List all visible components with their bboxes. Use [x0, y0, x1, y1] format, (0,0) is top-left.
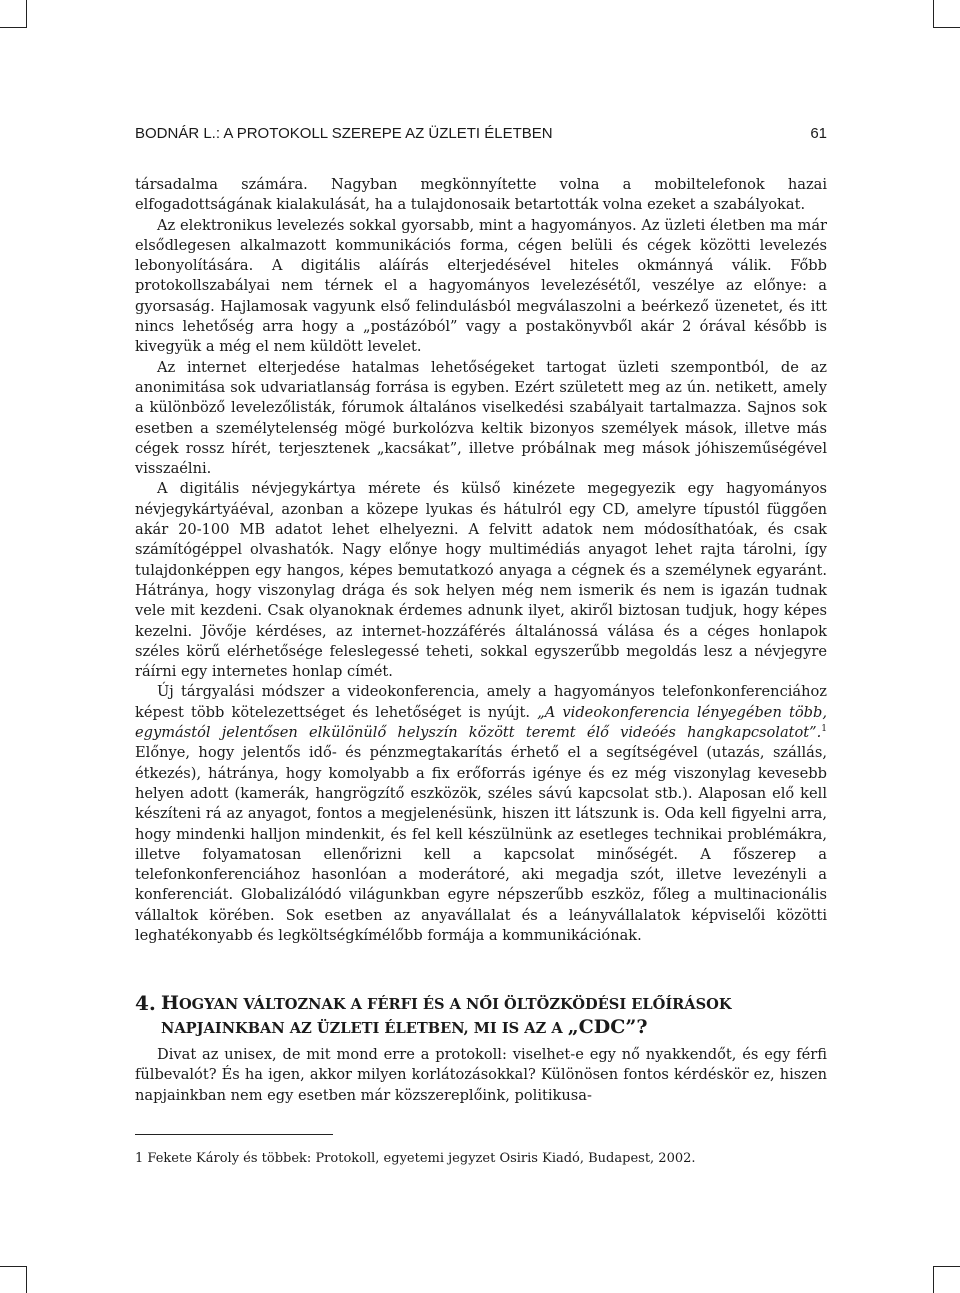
- crop-mark-bottom-left: [26, 1266, 27, 1293]
- paragraph: A digitális névjegykártya mérete és külső kinézete megegyezik egy hagyományos névjegykártyáéval, azonban a közepe lyukas és hátulról egy CD, amelyre típustól függően akár 20-100 MB adatot lehet elhelyezni. A felvitt adatok nem módosíthatóak, és csak számítógéppel olvashatók. Nagy előnye hogy multimédiás anyagot lehet rajta tárolni, így tulajdonképpen egy hangos, képes bemutatkozó anyaga a cégnek és a személynek egyaránt. Hátránya, hogy viszonylag drága és sok helyen még nem ismerik és nem is igazán tudnak vele mit kezdeni. Csak olyanoknak érdemes adnunk ilyet, akiről biztosan tudjuk, hogy képes kezelni. Jövője kérdéses, az internet-hozzáférés általánossá válása és a céges honlapok széles körű elérhetősége feleslegessé teheti, sokkal egyszerűbb megoldás lesz a névjegyre ráírni egy internetes honlap címét.: [135, 480, 827, 681]
- title-initial: H: [161, 992, 179, 1014]
- paragraph: társadalma számára. Nagyban megkönnyítette volna a mobiltelefonok hazai elfogadottságának kialakulását, ha a tulajdonosaik betartották volna ezeket a szabályokat.: [135, 176, 827, 214]
- section-heading: [135, 992, 827, 1040]
- paragraph: Az elektronikus levelezés sokkal gyorsabb, mint a hagyományos. Az üzleti életben ma már elsődlegesen alkalmazott kommunikációs forma, cégen belüli és cégek közötti levelezés lebonyolítására. A digitális aláírás elterjedésével hiteles okmánnyá válik. Főbb protokollszabályai nem térnek el a hagyományos levelezésétől, veszélye az előnye: a gyorsaság. Hajlamosak vagyunk első felindulásból megválaszolni a beérkező üzenetet, és itt nincs lehetőség arra hogy a „postázóból” vagy a postakönyvből akár 2 órával később is kivegyük a még el nem küldött levelet.: [135, 216, 827, 356]
- footnote-separator: [135, 1134, 333, 1135]
- crop-mark-top-right: [933, 27, 960, 28]
- paragraph: Az internet elterjedése hatalmas lehetőségeket tartogat üzleti szempontból, de az anonimitása sok udvariatlanság forrása is egyben. Ezért született meg az ún. netikett, amely a különböző levelezőlisták, fórumok általános viselkedési szabályait tartalmazza. Sajnos sok esetben a személytelenség mögé burkolózva keltik bizonyos személyek mások, illetve más cégek rossz hírét, terjesztenek „kacsákat”, illetve próbálnak meg mások jóhiszeműségével visszaélni.: [135, 358, 827, 478]
- footnote-reference: 1: [821, 724, 827, 735]
- crop-mark-bottom-left: [0, 1266, 27, 1267]
- crop-mark-top-left: [26, 0, 27, 28]
- running-header: [135, 124, 827, 144]
- section-number: 4.: [135, 991, 156, 1015]
- quotation: „A videokonferencia lényegében több, egymástól jelentősen elkülönülő helyszín között teremt élő videóés hangkapcsolatot”.: [135, 703, 827, 742]
- page-number: 61: [810, 125, 827, 142]
- footnote: 1 Fekete Károly és többek: Protokoll, egyetemi jegyzet Osiris Kiadó, Budapest, 2002.: [135, 1151, 696, 1166]
- paragraph-text: Új tárgyalási módszer a videokonferencia, amely a hagyományos telefonkonferenciához képest több kötelezettséget és lehetőséget is nyújt.: [135, 683, 827, 721]
- crop-mark-bottom-right: [933, 1266, 934, 1293]
- paragraph-text: Előnye, hogy jelentős idő- és pénzmegtakarítás érhető el a segítségével (utazás, szállás, étkezés), hátránya, hogy komolyabb a fix erőforrás igénye és ez még viszonylag kevesebb helyen adott (kamerák, hangrögzítő eszközök, széles sávú kapcsolat stb.). Alaposan elő kell készíteni rá az anyagot, fontos a megjelenésünk, hiszen itt látszunk is. Oda kell figyelni arra, hogy mindenki halljon mindenkit, és fel kell készülnünk az esetleges technikai problémákra, illetve folyamatosan ellenőrizni kell a kapcsolat minőségét. A főszerep a telefonkonferenciához hasonlóan a moderátoré, aki megadja szót, illetve levezényli a konferenciát. Globalizálódó világunkban egyre népszerűbb eszköz, főleg a multinacionális vállaltok körében. Sok esetben az anyavállalat és a leányvállalatok képviselői közötti leghatékonyabb és legköltségkímélőbb formája a kommunikációnak.: [135, 744, 827, 944]
- paragraph: [135, 682, 827, 946]
- title-text: NAPJAINKBAN AZ ÜZLETI ÉLETBEN, MI IS AZ A: [161, 1020, 568, 1037]
- title-text: OGYAN VÁLTOZNAK A FÉRFI ÉS A NŐI ÖLTÖZKÖDÉSI ELŐÍRÁSOK: [178, 996, 732, 1013]
- section-intro-paragraph: Divat az unisex, de mit mond erre a protokoll: viselhet-e egy nő nyakkendőt, és egy férfi fülbevalót? És ha igen, akkor milyen korlátozásokkal? Különösen fontos kérdéskör ez, hiszen napjainkban nem egy esetben már közszereplőink, politikusa-: [135, 1046, 827, 1104]
- running-title: BODNÁR L.: A PROTOKOLL SZEREPE AZ ÜZLETI ÉLETBEN: [135, 125, 553, 142]
- crop-mark-bottom-right: [933, 1266, 960, 1267]
- title-cdc: „CDC”?: [567, 1016, 648, 1038]
- section-title-line-2: [135, 1016, 827, 1040]
- crop-mark-top-right: [933, 0, 934, 28]
- crop-mark-top-left: [0, 27, 27, 28]
- body-text: [135, 175, 827, 946]
- section-title-line-1: [135, 992, 827, 1016]
